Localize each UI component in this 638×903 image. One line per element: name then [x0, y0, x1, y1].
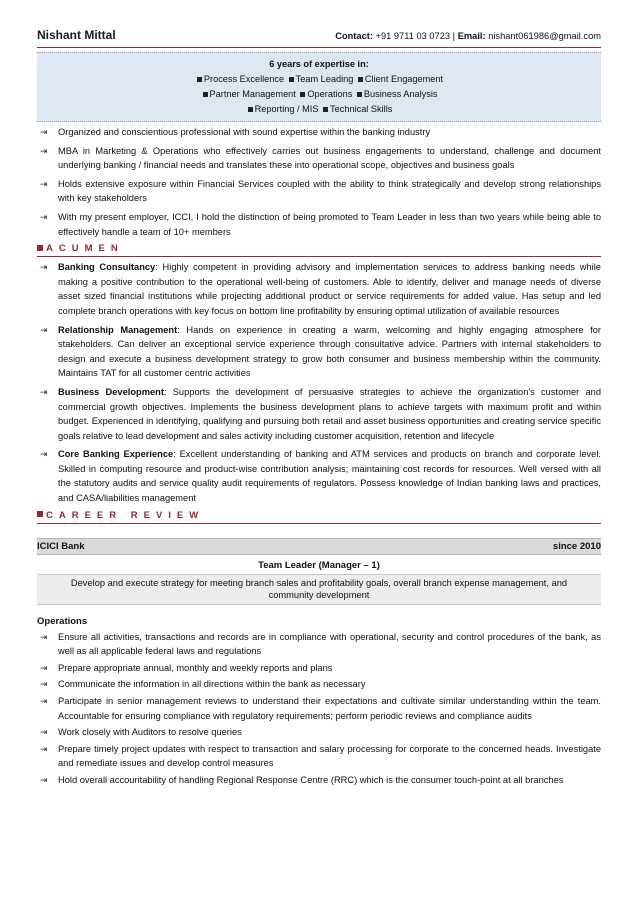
email-address: nishant061986@gmail.com	[488, 31, 601, 41]
square-bullet-icon	[203, 92, 208, 97]
arrow-bullet-icon: ⇥	[40, 211, 48, 222]
operations-item	[37, 630, 601, 659]
operations-text: Work closely with Auditors to resolve queries	[58, 727, 242, 738]
expertise-line-1	[37, 72, 601, 87]
career-review-heading	[37, 510, 601, 524]
arrow-bullet-icon: ⇥	[40, 743, 48, 754]
expertise-item: Reporting / MIS	[254, 104, 319, 114]
resume-page	[37, 28, 601, 790]
operations-item	[37, 725, 601, 740]
summary-item	[37, 210, 601, 239]
summary-text: MBA in Marketing & Operations who effectively carries out business engagements to understand, challenge and document underlying banking / financial needs and translates these into operational scope, objectives and business goals	[58, 145, 601, 171]
square-bullet-icon	[197, 77, 202, 82]
expertise-line-3	[37, 102, 601, 117]
summary-text: Organized and conscientious professional with sound expertise within the banking industry	[58, 127, 431, 137]
arrow-bullet-icon: ⇥	[40, 127, 48, 137]
employer-bar	[37, 538, 601, 555]
candidate-name: Nishant Mittal	[37, 28, 116, 42]
career-heading-text: CAREER REVIEW	[46, 509, 205, 521]
expertise-item: Technical Skills	[330, 104, 393, 114]
operations-item	[37, 694, 601, 723]
square-bullet-icon	[357, 92, 362, 97]
arrow-bullet-icon: ⇥	[40, 178, 48, 189]
expertise-line-2	[37, 87, 601, 102]
operations-heading: Operations	[37, 615, 88, 627]
arrow-bullet-icon: ⇥	[40, 662, 48, 673]
arrow-bullet-icon: ⇥	[40, 631, 48, 642]
acumen-item-text: : Hands on experience in creating a warm, welcoming and highly engaging atmosphere for stakeholders. Can deliver an exceptional service experience through consultative advice. Partners with internal stakeholders to design and execute a business development strategy to grow both consumer and business membership within the community. Maintains TAT for all customer centric activities	[58, 324, 601, 379]
summary-text: With my present employer, ICCI, I hold the distinction of being promoted to Team Leader in less than two years while being able to effectively handle a team of 10+ members	[58, 211, 601, 237]
acumen-item	[37, 447, 601, 505]
employment-period: since 2010	[552, 540, 601, 552]
acumen-item-title: Banking Consultancy	[58, 262, 156, 273]
section-square-icon	[37, 511, 43, 517]
resume-header	[37, 28, 601, 48]
arrow-bullet-icon: ⇥	[40, 324, 48, 335]
acumen-item-title: Relationship Management	[58, 324, 178, 335]
operations-text: Ensure all activities, transactions and records are in compliance with operational, security and control procedures of the bank, as well as all applicable federal laws and regulations	[58, 631, 601, 657]
role-description: Develop and execute strategy for meeting branch sales and profitability goals, overall branch expense management, and community development	[37, 574, 601, 605]
arrow-bullet-icon: ⇥	[40, 449, 48, 460]
arrow-bullet-icon: ⇥	[40, 262, 48, 273]
operations-item	[37, 677, 601, 692]
section-square-icon	[37, 245, 43, 251]
square-bullet-icon	[300, 92, 305, 97]
square-bullet-icon	[289, 77, 294, 82]
arrow-bullet-icon: ⇥	[40, 775, 48, 785]
phone-number: +91 9711 03 0723	[375, 31, 451, 41]
acumen-item-title: Core Banking Experience	[58, 449, 174, 460]
operations-text: Communicate the information in all directions within the bank as necessary	[58, 679, 366, 690]
acumen-item-text: : Highly competent in providing advisory and implementation services to address banking needs while making a positive contribution to the operational well-being of customers. Able to identify, deliver and manage needs of diverse asset sized financial institutions while projecting additional product or service requirements for added value. Has setup and led complete branch operations with key focus on bottom line profitability by ensuring optimal utilization of available resources	[58, 262, 601, 316]
expertise-item: Partner Management	[209, 89, 296, 99]
arrow-bullet-icon: ⇥	[40, 679, 48, 690]
acumen-list	[37, 260, 601, 506]
square-bullet-icon	[248, 107, 253, 112]
operations-text: Participate in senior management reviews to understand their expectations and cultivate similar understanding within the team. Accountable for ensuring compliance with regulatory requirements; perform periodic reviews and compliance audits	[58, 696, 601, 721]
operations-text: Prepare timely project updates with respect to transaction and salary processing for corporate to the concerned heads. Investigate and remediate issues and develop control measures	[58, 743, 601, 769]
operations-list	[37, 630, 601, 788]
acumen-item-text: : Supports the development of persuasive strategies to achieve the organization's customer and commercial growth objectives. Implements the business development plans to achieve targets with maximum profit and within budget. Experienced in identifying, qualifying and pursuing both retail and asset business opportunities and creating service specific goals relative to lead development and sales activity including customer acquisition, retention and lifecycle	[58, 386, 601, 441]
arrow-bullet-icon: ⇥	[40, 386, 48, 397]
job-title: Team Leader (Manager – 1)	[258, 559, 380, 571]
expertise-item: Client Engagement	[364, 74, 444, 84]
contact-info	[335, 31, 601, 41]
expertise-box	[37, 52, 601, 122]
operations-item	[37, 773, 601, 788]
square-bullet-icon	[358, 77, 363, 82]
contact-label: Contact:	[335, 31, 373, 41]
acumen-heading-text: ACUMEN	[46, 243, 124, 255]
operations-text: Hold overall accountability of handling Regional Response Centre (RRC) which is the consumer touch-point at all branches	[58, 775, 564, 785]
acumen-item-text: : Excellent understanding of banking and ATM services and products on branch and corporate level. Skilled in computing resource and product-wise contribution analysis; maintaining cost records for resources. Well versed with all the statutory audits and service quality audit requirements of regulators. Possess knowledge of Indian banking laws and practices, and CASA/liabilities management	[58, 449, 602, 504]
summary-item	[37, 125, 601, 140]
acumen-heading	[37, 243, 601, 257]
acumen-item	[37, 385, 601, 443]
arrow-bullet-icon: ⇥	[40, 696, 48, 707]
arrow-bullet-icon: ⇥	[40, 145, 48, 156]
arrow-bullet-icon: ⇥	[40, 727, 48, 738]
summary-item	[37, 144, 601, 173]
email-label: Email:	[457, 31, 486, 41]
acumen-item	[37, 323, 601, 381]
expertise-item: Business Analysis	[363, 89, 438, 99]
summary-item	[37, 177, 601, 206]
summary-list	[37, 125, 601, 239]
operations-text: Prepare appropriate annual, monthly and weekly reports and plans	[58, 662, 333, 673]
square-bullet-icon	[323, 107, 328, 112]
expertise-item: Operations	[307, 89, 353, 99]
operations-item	[37, 742, 601, 771]
summary-text: Holds extensive exposure within Financial Services coupled with the ability to think strategically and develop strong relationships with key stakeholders	[58, 178, 601, 204]
acumen-item	[37, 260, 601, 318]
acumen-item-title: Business Development	[58, 386, 164, 397]
expertise-item: Process Excellence	[203, 74, 285, 84]
operations-item	[37, 661, 601, 676]
contact-separator: |	[452, 31, 456, 41]
expertise-title: 6 years of expertise in:	[269, 59, 369, 69]
expertise-item: Team Leading	[295, 74, 354, 84]
employer-name: ICICI Bank	[37, 540, 85, 552]
